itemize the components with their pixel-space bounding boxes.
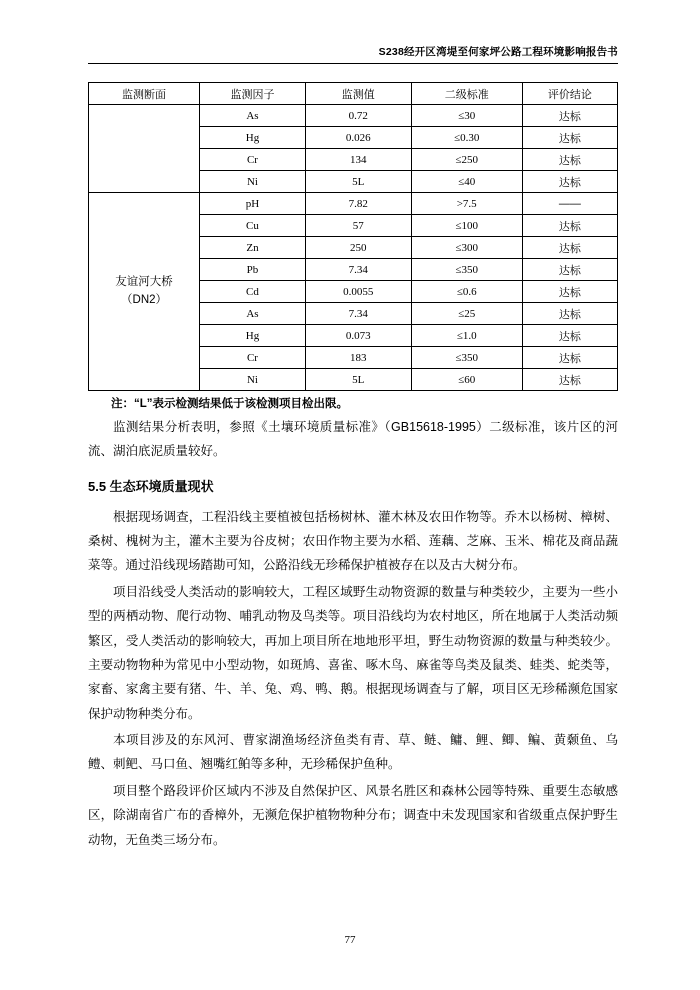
cell-standard: ≤100 [411,215,522,237]
cell-conclusion: —— [522,193,617,215]
cell-standard: ≤25 [411,303,522,325]
cell-standard: ≤350 [411,347,522,369]
cell-conclusion: 达标 [522,171,617,193]
cell-factor: Hg [200,127,306,149]
header-divider [88,63,618,64]
paragraph-fish: 本项目涉及的东风河、曹家湖渔场经济鱼类有青、草、鲢、鳙、鲤、鲫、鳊、黄颡鱼、乌鳢、刺鲃、马口鱼、翘嘴红鲌等多种，无珍稀保护鱼种。 [88,733,618,772]
cell-value: 5L [305,369,411,391]
cell-value: 0.0055 [305,281,411,303]
cell-value: 0.026 [305,127,411,149]
cell-value: 134 [305,149,411,171]
cell-factor: Pb [200,259,306,281]
cell-value: 0.72 [305,105,411,127]
col-header-factor: 监测因子 [200,83,306,105]
col-header-section: 监测断面 [89,83,200,105]
cell-conclusion: 达标 [522,215,617,237]
cell-conclusion: 达标 [522,369,617,391]
cell-conclusion: 达标 [522,347,617,369]
cell-value: 5L [305,171,411,193]
cell-conclusion: 达标 [522,149,617,171]
cell-conclusion: 达标 [522,281,617,303]
cell-value: 183 [305,347,411,369]
cell-factor: Cr [200,347,306,369]
cell-factor: Cr [200,149,306,171]
cell-conclusion: 达标 [522,325,617,347]
cell-standard: >7.5 [411,193,522,215]
cell-standard: ≤300 [411,237,522,259]
table-row [89,193,618,215]
paragraph-vegetation: 根据现场调查，工程沿线主要植被包括杨树林、灌木林及农田作物等。乔木以杨树、樟树、桑树、槐树为主，灌木主要为谷皮树；农田作物主要为水稻、莲藕、芝麻、玉米、棉花及商品蔬菜等。通过沿线现场踏勘可知，公路沿线无珍稀保护植被存在以及古大树分布。 [88,509,618,573]
cell-value: 57 [305,215,411,237]
cell-factor: Zn [200,237,306,259]
paragraph-protected-areas: 项目整个路段评价区域内不涉及自然保护区、风景名胜区和森林公园等特殊、重要生态敏感区，除湖南省广布的香樟外，无濒危保护植物物种分布；调查中未发现国家和省级重点保护野生动物，无鱼类三场分布。 [88,783,618,847]
cell-conclusion: 达标 [522,303,617,325]
cell-factor: Hg [200,325,306,347]
cell-value: 7.34 [305,259,411,281]
row-group-label-line1: 友谊河大桥 [115,276,173,289]
cell-standard: ≤0.6 [411,281,522,303]
row-group-label-2 [89,193,200,391]
cell-standard: ≤30 [411,105,522,127]
col-header-value: 监测值 [305,83,411,105]
cell-value: 7.82 [305,193,411,215]
table-note: 注：“L”表示检测结果低于该检测项目检出限。 [111,398,349,410]
cell-factor: As [200,303,306,325]
cell-standard: ≤1.0 [411,325,522,347]
cell-factor: As [200,105,306,127]
table-row [89,105,618,127]
col-header-conclusion: 评价结论 [522,83,617,105]
cell-factor: Cd [200,281,306,303]
cell-factor: pH [200,193,306,215]
section-heading-5-5: 5.5 生态环境质量现状 [88,479,214,495]
paragraph-wildlife: 项目沿线受人类活动的影响较大，工程区域野生动物资源的数量与种类较少，主要为一些小型的两栖动物、爬行动物、哺乳动物及鸟类等。项目沿线均为农村地区，所在地属于人类活动频繁区，受人类活动的影响较大，再加上项目所在地地形平坦，野生动物资源的数量与种类较少。主要动物物种为常见中小型动物，如斑鸠、喜雀、啄木鸟、麻雀等鸟类及鼠类、蛙类、蛇类等，家畜、家禽主要有猪、牛、羊、兔、鸡、鸭、鹅。根据现场调查与了解，项目区无珍稀濒危国家保护动物种类分布。 [88,584,618,721]
page-content [88,44,618,854]
cell-conclusion: 达标 [522,259,617,281]
paragraph-analysis: 监测结果分析表明，参照《土壤环境质量标准》（GB15618-1995）二级标准，该片区的河流、湖泊底泥质量较好。 [88,419,618,458]
cell-standard: ≤40 [411,171,522,193]
monitoring-results-table [88,82,618,391]
cell-standard: ≤60 [411,369,522,391]
page-number: 77 [344,934,356,946]
row-group-label-line2: （DN2） [121,293,168,306]
col-header-standard: 二级标准 [411,83,522,105]
cell-value: 7.34 [305,303,411,325]
cell-factor: Ni [200,369,306,391]
page-header: S238经开区湾堤至何家坪公路工程环境影响报告书 [378,46,618,58]
cell-standard: ≤350 [411,259,522,281]
cell-conclusion: 达标 [522,105,617,127]
cell-factor: Cu [200,215,306,237]
table-header-row [89,83,618,105]
cell-conclusion: 达标 [522,237,617,259]
cell-standard: ≤0.30 [411,127,522,149]
cell-value: 250 [305,237,411,259]
row-group-label-1 [89,105,200,193]
cell-value: 0.073 [305,325,411,347]
cell-conclusion: 达标 [522,127,617,149]
cell-factor: Ni [200,171,306,193]
cell-standard: ≤250 [411,149,522,171]
